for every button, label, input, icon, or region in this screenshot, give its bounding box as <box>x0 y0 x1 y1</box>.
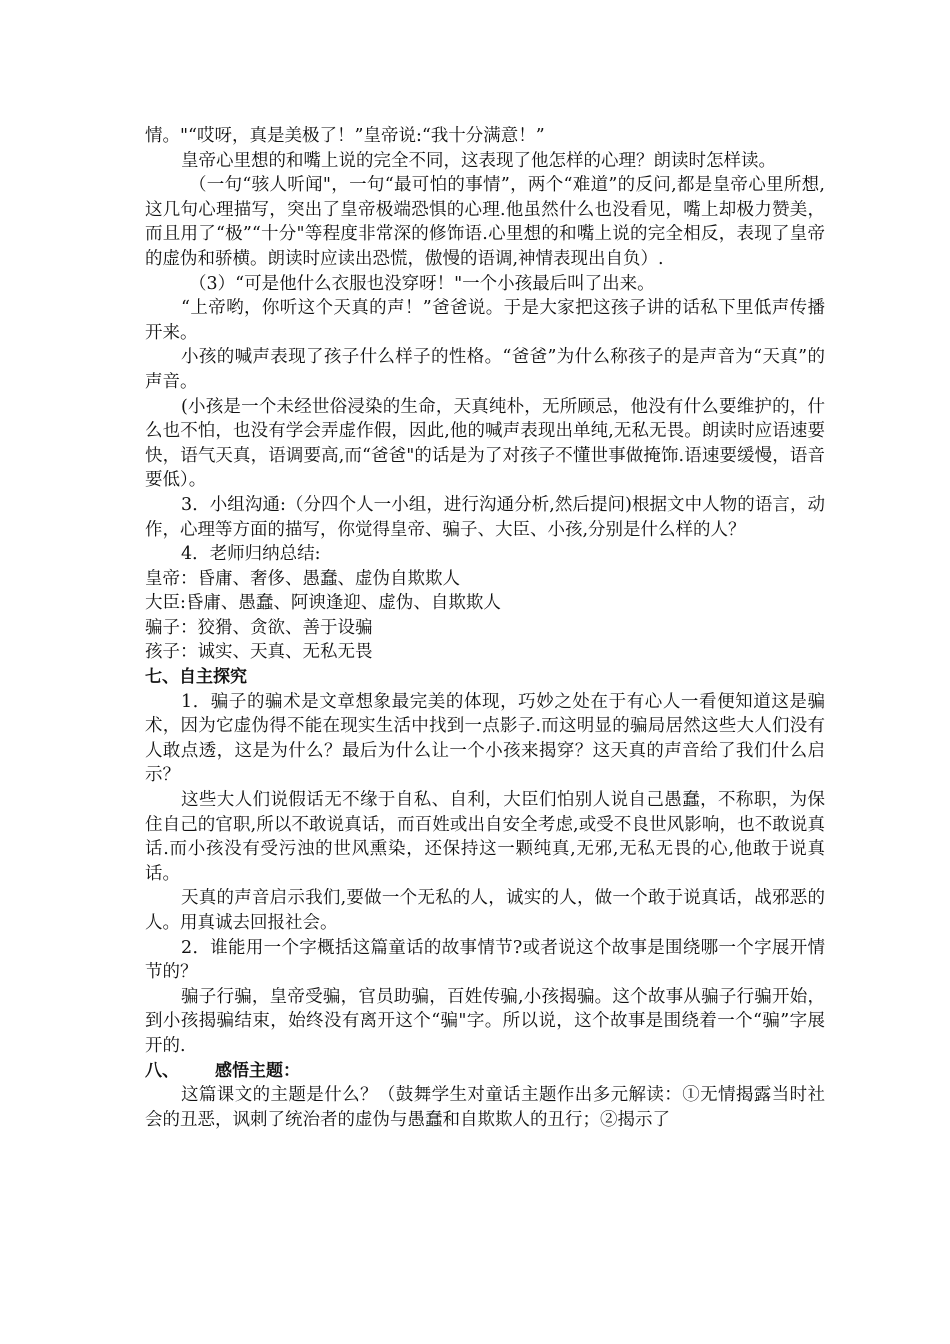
paragraph: 情。"“哎呀，真是美极了！”皇帝说:“我十分满意！” <box>145 126 545 146</box>
paragraph: (小孩是一个未经世俗浸染的生命，天真纯朴，无所顾忌，他没有什么要维护的，什么也不怕，也没有学会弄虚作假，因此,他的喊声表现出单纯,无私无畏。朗读时应语速要快，语气天真，语调要高,而“爸爸"的话是为了对孩子不懂世事做掩饰.语速要缓慢，语音要低）。 <box>145 396 825 491</box>
section-title: 感悟主题： <box>215 1060 300 1081</box>
paragraph: 小孩的喊声表现了孩子什么样子的性格。“爸爸”为什么称孩子的是声音为“天真”的声音。 <box>145 347 825 392</box>
paragraph: 皇帝心里想的和嘴上说的完全不同，这表现了他怎样的心理？朗读时怎样读。 <box>181 150 776 171</box>
list-item: 孩子：诚实、天真、无私无畏 <box>145 642 373 663</box>
section-heading: 七、自主探究 <box>145 667 247 688</box>
paragraph: （一句“骇人听闻"，一句“最可怕的事情”，两个“难道”的反问,都是皇帝心里所想,这几句心理描写，突出了皇帝极端恐惧的心理.他虽然什么也没看见，嘴上却极力赞美，而且用了“极”“十分"等程度非常深的修饰语.心里想的和嘴上说的完全相反，表现了皇帝的虚伪和骄横。朗读时应读出恐慌，傲慢的语调,神情表现出自负）. <box>145 175 825 269</box>
paragraph: 2．谁能用一个字概括这篇童话的故事情节?或者说这个故事是围绕哪一个字展开情节的？ <box>145 937 825 983</box>
list-item: 骗子：狡猾、贪欲、善于设骗 <box>145 617 373 638</box>
section-number: 八、 <box>145 1060 179 1081</box>
paragraph: 这篇课文的主题是什么？（鼓舞学生对童话主题作出多元解读：①无情揭露当时社会的丑恶，讽刺了统治者的虚伪与愚蠢和自欺欺人的丑行；②揭示了 <box>145 1085 825 1130</box>
paragraph: 4．老师归纳总结: <box>181 544 321 565</box>
document-body <box>145 124 825 1132</box>
paragraph: 这些大人们说假话无不缘于自私、自利，大臣们怕别人说自己愚蠢，不称职，为保住自己的官职,所以不敢说真话，而百姓或出自安全考虑,或受不良世风影响，也不敢说真话.而小孩没有受污浊的世风熏染，还保持这一颗纯真,无邪,无私无畏的心,他敢于说真话。 <box>145 790 825 884</box>
paragraph: “上帝哟，你听这个天真的声！”爸爸说。于是大家把这孩子讲的话私下里低声传播开来。 <box>145 298 825 343</box>
list-item: 皇帝：昏庸、奢侈、愚蠢、虚伪自欺欺人 <box>145 568 460 589</box>
list-item: 大臣:昏庸、愚蠢、阿谀逢迎、虚伪、自欺欺人 <box>145 593 501 614</box>
paragraph: 3．小组沟通:（分四个人一小组，进行沟通分析,然后提问)根据文中人物的语言，动作，心理等方面的描写，你觉得皇帝、骗子、大臣、小孩,分别是什么样的人？ <box>145 494 825 540</box>
paragraph: 1．骗子的骗术是文章想象最完美的体现，巧妙之处在于有心人一看便知道这是骗术，因为它虚伪得不能在现实生活中找到一点影子.而这明显的骗局居然这些大人们没有人敢点透，这是为什么？最后为什么让一个小孩来揭穿？这天真的声音给了我们什么启示？ <box>145 691 825 786</box>
paragraph: 天真的声音启示我们,要做一个无私的人，诚实的人，做一个敢于说真话，战邪恶的人。用真诚去回报社会。 <box>145 888 825 933</box>
paragraph: （3）“可是他什么衣服也没穿呀！"一个小孩最后叫了出来。 <box>189 273 655 294</box>
paragraph: 骗子行骗，皇帝受骗，官员助骗，百姓传骗,小孩揭骗。这个故事从骗子行骗开始，到小孩揭骗结束，始终没有离开这个“骗"字。所以说，这个故事是围绕着一个“骗”字展开的. <box>145 986 825 1056</box>
section-heading <box>145 1059 825 1084</box>
